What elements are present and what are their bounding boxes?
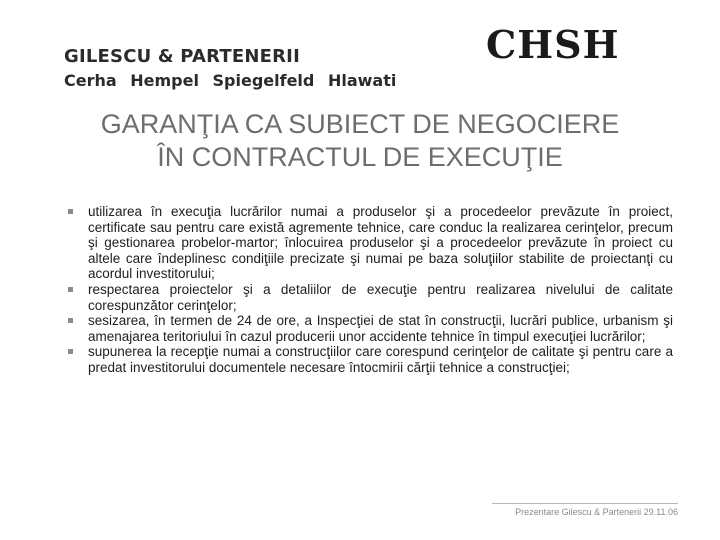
list-item — [88, 282, 673, 313]
square-bullet-icon — [68, 318, 73, 323]
list-item-text: supunerea la recepţie numai a construcţiilor care corespund cerinţelor de calitate şi pentru care a predat investitorului documentele necesare întocmirii cărţii tehnice a construcţiei; — [88, 344, 673, 375]
list-item — [88, 344, 673, 375]
title-line-2: ÎN CONTRACTUL DE EXECUŢIE — [157, 142, 563, 172]
bullet-list — [88, 204, 673, 376]
square-bullet-icon — [68, 349, 73, 354]
list-item — [88, 204, 673, 282]
footer-text: Prezentare Gilescu & Partenerii 29.11.06 — [515, 507, 678, 517]
list-item-text: utilizarea în execuţia lucrărilor numai a produselor şi a procedeelor prevăzute în proiect, certificate sau pentru care există agremente tehnice, care conduc la realizarea cerinţelor, precum şi gestionarea probelor-martor; înlocuirea produselor şi a procedeelor prevăzute în proiect cu altele care îndeplinesc condiţiile precizate şi numai pe baza soluţiilor stabilite de proiectanţi cu acordul investitorului; — [88, 204, 673, 282]
firm-logo — [64, 46, 396, 90]
list-item-text: sesizarea, în termen de 24 de ore, a Inspecţiei de stat în construcţii, lucrări publice, urbanism şi amenajarea teritoriului în cazul producerii unor accidente tehnice în timpul execuţiei lucrărilor; — [88, 313, 673, 344]
title-line-1: GARANŢIA CA SUBIECT DE NEGOCIERE — [100, 109, 620, 139]
list-item-text: respectarea proiectelor şi a detaliilor de execuţie pentru realizarea nivelului de calitate corespunzător cerinţelor; — [88, 281, 673, 313]
page-title — [40, 108, 680, 174]
footer-divider — [492, 503, 678, 504]
firm-name: GILESCU & PARTENERII — [64, 46, 300, 67]
list-item — [88, 313, 673, 344]
partners-names: Cerha Hempel Spiegelfeld Hlawati — [64, 71, 397, 90]
chsh-logo: CHSH — [486, 22, 620, 67]
square-bullet-icon — [68, 287, 73, 292]
square-bullet-icon — [68, 209, 73, 214]
